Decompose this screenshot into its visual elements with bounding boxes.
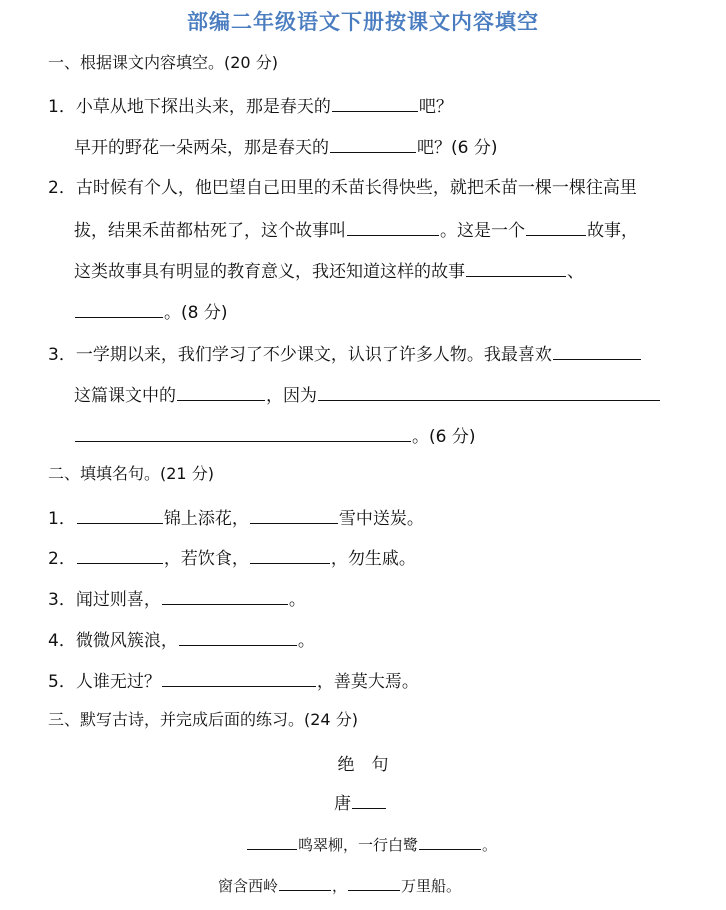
blank-q2-story-name[interactable]	[347, 218, 439, 236]
blank-s2-q2-b[interactable]	[250, 546, 330, 564]
blank-s2-q3[interactable]	[162, 587, 288, 605]
q1-b-text: 早开的野花一朵两朵，那是春天的	[74, 138, 329, 158]
q1-a-text: 1．小草从地下探出头来，那是春天的	[48, 97, 331, 117]
poem-author: 唐	[334, 794, 351, 814]
q1-line-a	[48, 94, 453, 118]
blank-s2-q2-a[interactable]	[77, 546, 163, 564]
q3-l2-mid: ，因为	[266, 386, 317, 406]
s2-q3-text: 3．闻过则喜，	[48, 590, 161, 610]
page-title: 部编二年级语文下册按课文内容填空	[187, 10, 539, 34]
blank-q3-lesson[interactable]	[553, 342, 641, 360]
poem-title: 绝 句	[337, 755, 389, 775]
q3-line-2	[74, 383, 661, 407]
q3-line-1	[48, 342, 642, 366]
q3-l2-text: 这篇课文中的	[74, 386, 176, 406]
q3-l1-text: 3．一学期以来，我们学习了不少课文，认识了许多人物。我最喜欢	[48, 345, 552, 365]
poem-line1-mid: 鸣翠柳，一行白鹭	[298, 836, 419, 854]
s2-q1-num: 1．	[48, 509, 76, 529]
blank-poem-line2-b[interactable]	[348, 873, 400, 891]
q1-line-b	[74, 135, 497, 159]
q2-l2-text: 拔，结果禾苗都枯死了，这个故事叫	[74, 221, 346, 241]
s2-q2	[48, 546, 416, 570]
q2-line-3	[74, 259, 584, 283]
blank-q3-character[interactable]	[177, 383, 265, 401]
q3-line-3	[74, 424, 475, 448]
poem-line-2	[218, 873, 461, 897]
poem-line2-pre: 窗含西岭	[218, 877, 279, 895]
s2-q2-mid: ，若饮食，	[163, 549, 249, 569]
blank-s2-q5[interactable]	[162, 669, 316, 687]
s2-q4-post: 。	[297, 631, 315, 651]
blank-s2-q1-a[interactable]	[77, 506, 163, 524]
blank-s2-q1-b[interactable]	[250, 506, 338, 524]
blank-poem-line1-b[interactable]	[419, 832, 481, 850]
q3-l3-post: 。(6 分)	[412, 427, 476, 447]
section-1-heading: 一、根据课文内容填空。(20 分)	[48, 53, 278, 72]
blank-q2-story-2[interactable]	[75, 300, 163, 318]
poem-line1-post: 。	[482, 836, 498, 854]
q2-line-1: 2．古时候有个人，他巴望自己田里的禾苗长得快些，就把禾苗一棵一棵往高里	[48, 178, 637, 198]
s2-q5	[48, 669, 419, 693]
s2-q3	[48, 587, 306, 611]
blank-q3-reason-2[interactable]	[75, 424, 411, 442]
q2-l3-text: 这类故事具有明显的教育意义，我还知道这样的故事	[74, 262, 465, 282]
s2-q2-num: 2．	[48, 549, 76, 569]
poem-line2-mid: ，	[332, 877, 348, 895]
s2-q2-post: ，勿生戚。	[330, 549, 416, 569]
s2-q4	[48, 628, 315, 652]
s2-q5-text: 5．人谁无过？	[48, 672, 161, 692]
poem-line2-post: 万里船。	[401, 877, 462, 895]
q2-line-2	[74, 218, 638, 242]
blank-poem-line1-a[interactable]	[247, 832, 297, 850]
s2-q1	[48, 506, 424, 530]
blank-q1-b[interactable]	[330, 135, 416, 153]
blank-poem-author[interactable]	[352, 791, 386, 809]
s2-q3-post: 。	[288, 590, 306, 610]
q2-l3-post: 、	[567, 262, 584, 282]
blank-s2-q4[interactable]	[179, 628, 297, 646]
q1-a-post: 吧？	[418, 97, 453, 117]
q2-l2-post: 故事，	[587, 221, 638, 241]
blank-poem-line2-a[interactable]	[279, 873, 331, 891]
blank-q3-reason-1[interactable]	[318, 383, 660, 401]
s2-q5-post: ，善莫大焉。	[316, 672, 419, 692]
poem-line-1	[246, 832, 497, 856]
section-3-heading: 三、默写古诗，并完成后面的练习。(24 分)	[48, 710, 358, 729]
blank-q1-a[interactable]	[332, 94, 418, 112]
q1-b-post: 吧？(6 分)	[417, 138, 498, 158]
q2-line-4	[74, 300, 227, 324]
section-2-heading: 二、填填名句。(21 分)	[48, 464, 214, 483]
s2-q1-post: 雪中送炭。	[338, 509, 424, 529]
s2-q1-mid: 锦上添花，	[163, 509, 249, 529]
s2-q4-text: 4．微微风簇浪，	[48, 631, 178, 651]
q2-l2-mid: 。这是一个	[440, 221, 525, 241]
q2-l4-post: 。(8 分)	[164, 303, 228, 323]
blank-q2-story-1[interactable]	[466, 259, 566, 277]
poem-author-line	[334, 791, 387, 815]
blank-q2-story-type[interactable]	[526, 218, 586, 236]
